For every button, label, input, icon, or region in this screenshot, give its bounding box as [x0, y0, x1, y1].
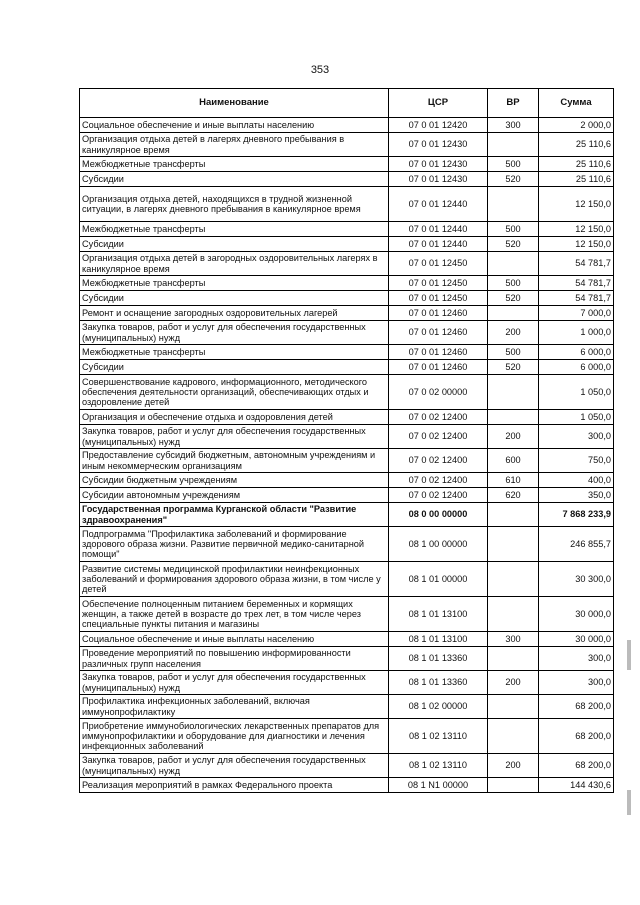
- cell-csr: 07 0 02 12400: [389, 410, 488, 425]
- cell-name: Субсидии автономным учреждениям: [80, 488, 389, 503]
- cell-name: Организация и обеспечение отдыха и оздоровления детей: [80, 410, 389, 425]
- cell-vr: 600: [488, 449, 539, 473]
- table-row: [80, 375, 614, 410]
- header-vr: ВР: [488, 89, 539, 118]
- cell-csr: 08 1 01 13360: [389, 671, 488, 695]
- table-row: [80, 425, 614, 449]
- table-row: [80, 719, 614, 754]
- cell-name: Субсидии: [80, 172, 389, 187]
- cell-csr: 08 1 N1 00000: [389, 778, 488, 793]
- cell-vr: 520: [488, 237, 539, 252]
- cell-name: Закупка товаров, работ и услуг для обеспечения государственных (муниципальных) нужд: [80, 671, 389, 695]
- cell-vr: [488, 252, 539, 276]
- cell-vr: 300: [488, 118, 539, 133]
- cell-vr: 520: [488, 291, 539, 306]
- cell-sum: 750,0: [539, 449, 614, 473]
- cell-vr: 500: [488, 157, 539, 172]
- table-row: [80, 778, 614, 793]
- cell-vr: 620: [488, 488, 539, 503]
- cell-vr: 520: [488, 172, 539, 187]
- cell-csr: 07 0 02 00000: [389, 375, 488, 410]
- cell-name: Закупка товаров, работ и услуг для обеспечения государственных (муниципальных) нужд: [80, 321, 389, 345]
- cell-sum: 300,0: [539, 647, 614, 671]
- cell-name: Обеспечение полноценным питанием беременных и кормящих женщин, а также детей в возрасте до трех лет, в том числе через специальные пункты питания и магазины: [80, 597, 389, 632]
- cell-csr: 07 0 01 12460: [389, 306, 488, 321]
- cell-sum: 54 781,7: [539, 291, 614, 306]
- cell-vr: [488, 695, 539, 719]
- table-row: [80, 647, 614, 671]
- cell-vr: 500: [488, 276, 539, 291]
- table-header-row: [80, 89, 614, 118]
- cell-name: Ремонт и оснащение загородных оздоровительных лагерей: [80, 306, 389, 321]
- cell-name: Закупка товаров, работ и услуг для обеспечения государственных (муниципальных) нужд: [80, 754, 389, 778]
- cell-sum: 144 430,6: [539, 778, 614, 793]
- cell-sum: 12 150,0: [539, 222, 614, 237]
- scan-edge-mark: [627, 790, 631, 815]
- cell-vr: [488, 778, 539, 793]
- header-csr: ЦСР: [389, 89, 488, 118]
- cell-csr: 07 0 01 12440: [389, 237, 488, 252]
- table-row: [80, 321, 614, 345]
- cell-csr: 08 1 01 13100: [389, 632, 488, 647]
- cell-vr: 500: [488, 345, 539, 360]
- cell-sum: 300,0: [539, 425, 614, 449]
- cell-vr: 520: [488, 360, 539, 375]
- table-row: [80, 562, 614, 597]
- cell-name: Социальное обеспечение и иные выплаты населению: [80, 632, 389, 647]
- cell-sum: 300,0: [539, 671, 614, 695]
- table-row: [80, 133, 614, 157]
- cell-name: Приобретение иммунобиологических лекарственных препаратов для иммунопрофилактики и оборудование для диагностики и лечения инфекционных заболеваний: [80, 719, 389, 754]
- cell-name: Подпрограмма "Профилактика заболеваний и формирование здорового образа жизни. Развитие первичной медико-санитарной помощи": [80, 527, 389, 562]
- table-row: [80, 473, 614, 488]
- cell-csr: 07 0 01 12450: [389, 276, 488, 291]
- cell-vr: 300: [488, 632, 539, 647]
- table-row: [80, 597, 614, 632]
- table-row: [80, 306, 614, 321]
- cell-vr: [488, 562, 539, 597]
- cell-csr: 08 1 00 00000: [389, 527, 488, 562]
- cell-csr: 07 0 02 12400: [389, 488, 488, 503]
- cell-csr: 07 0 01 12460: [389, 345, 488, 360]
- cell-name: Субсидии: [80, 360, 389, 375]
- cell-sum: 6 000,0: [539, 345, 614, 360]
- table-row: [80, 276, 614, 291]
- cell-sum: 1 050,0: [539, 410, 614, 425]
- cell-vr: [488, 527, 539, 562]
- table-row: [80, 449, 614, 473]
- cell-vr: [488, 647, 539, 671]
- cell-name: Закупка товаров, работ и услуг для обеспечения государственных (муниципальных) нужд: [80, 425, 389, 449]
- cell-vr: [488, 503, 539, 527]
- cell-name: Реализация мероприятий в рамках Федерального проекта: [80, 778, 389, 793]
- cell-sum: 1 050,0: [539, 375, 614, 410]
- cell-vr: [488, 375, 539, 410]
- table-row: [80, 252, 614, 276]
- table-row: [80, 527, 614, 562]
- cell-name: Развитие системы медицинской профилактики неинфекционных заболеваний и формирования здорового образа жизни, в том числе у детей: [80, 562, 389, 597]
- cell-sum: 246 855,7: [539, 527, 614, 562]
- cell-sum: 25 110,6: [539, 157, 614, 172]
- table-row: [80, 503, 614, 527]
- header-name: Наименование: [80, 89, 389, 118]
- table-row: [80, 118, 614, 133]
- cell-sum: 1 000,0: [539, 321, 614, 345]
- cell-csr: 08 1 02 13110: [389, 754, 488, 778]
- cell-name: Проведение мероприятий по повышению информированности различных групп населения: [80, 647, 389, 671]
- cell-csr: 07 0 01 12450: [389, 252, 488, 276]
- cell-sum: 68 200,0: [539, 719, 614, 754]
- cell-csr: 07 0 01 12430: [389, 157, 488, 172]
- cell-vr: [488, 187, 539, 222]
- cell-vr: 610: [488, 473, 539, 488]
- cell-sum: 350,0: [539, 488, 614, 503]
- cell-name: Субсидии бюджетным учреждениям: [80, 473, 389, 488]
- cell-csr: 07 0 01 12450: [389, 291, 488, 306]
- cell-vr: [488, 306, 539, 321]
- table-row: [80, 222, 614, 237]
- cell-sum: 12 150,0: [539, 187, 614, 222]
- table-row: [80, 671, 614, 695]
- table-row: [80, 360, 614, 375]
- cell-name: Субсидии: [80, 291, 389, 306]
- cell-csr: 07 0 02 12400: [389, 425, 488, 449]
- budget-table: [79, 88, 614, 793]
- cell-vr: [488, 597, 539, 632]
- cell-sum: 30 000,0: [539, 597, 614, 632]
- table-row: [80, 157, 614, 172]
- cell-name: Предоставление субсидий бюджетным, автономным учреждениям и иным некоммерческим организациям: [80, 449, 389, 473]
- cell-name: Организация отдыха детей, находящихся в трудной жизненной ситуации, в лагерях дневного пребывания в каникулярное время: [80, 187, 389, 222]
- cell-csr: 07 0 01 12460: [389, 360, 488, 375]
- table-row: [80, 632, 614, 647]
- cell-vr: [488, 133, 539, 157]
- cell-sum: 30 000,0: [539, 632, 614, 647]
- cell-vr: 500: [488, 222, 539, 237]
- cell-name: Организация отдыха детей в лагерях дневного пребывания в каникулярное время: [80, 133, 389, 157]
- table-row: [80, 172, 614, 187]
- cell-sum: 6 000,0: [539, 360, 614, 375]
- cell-name: Социальное обеспечение и иные выплаты населению: [80, 118, 389, 133]
- cell-csr: 08 1 01 13100: [389, 597, 488, 632]
- table-row: [80, 754, 614, 778]
- cell-vr: 200: [488, 754, 539, 778]
- cell-sum: 25 110,6: [539, 172, 614, 187]
- table-row: [80, 410, 614, 425]
- header-sum: Сумма: [539, 89, 614, 118]
- cell-csr: 08 1 02 13110: [389, 719, 488, 754]
- cell-vr: [488, 410, 539, 425]
- table-row: [80, 695, 614, 719]
- cell-name: Государственная программа Курганской области "Развитие здравоохранения": [80, 503, 389, 527]
- cell-csr: 08 1 01 00000: [389, 562, 488, 597]
- cell-sum: 12 150,0: [539, 237, 614, 252]
- cell-name: Совершенствование кадрового, информационного, методического обеспечения деятельности организаций, обеспечивающих отдых и оздоровление детей: [80, 375, 389, 410]
- table-row: [80, 187, 614, 222]
- table-body: [80, 118, 614, 793]
- scan-edge-mark: [627, 640, 631, 670]
- cell-csr: 08 1 02 00000: [389, 695, 488, 719]
- cell-name: Межбюджетные трансферты: [80, 222, 389, 237]
- cell-vr: 200: [488, 425, 539, 449]
- cell-csr: 07 0 02 12400: [389, 473, 488, 488]
- page-number: 353: [310, 64, 330, 76]
- table-row: [80, 291, 614, 306]
- cell-sum: 30 300,0: [539, 562, 614, 597]
- cell-sum: 2 000,0: [539, 118, 614, 133]
- cell-csr: 07 0 01 12430: [389, 172, 488, 187]
- cell-name: Межбюджетные трансферты: [80, 345, 389, 360]
- cell-csr: 08 1 01 13360: [389, 647, 488, 671]
- cell-sum: 7 868 233,9: [539, 503, 614, 527]
- cell-name: Субсидии: [80, 237, 389, 252]
- cell-vr: [488, 719, 539, 754]
- cell-name: Межбюджетные трансферты: [80, 157, 389, 172]
- cell-csr: 07 0 01 12460: [389, 321, 488, 345]
- cell-csr: 07 0 01 12420: [389, 118, 488, 133]
- cell-sum: 7 000,0: [539, 306, 614, 321]
- table-row: [80, 345, 614, 360]
- cell-name: Межбюджетные трансферты: [80, 276, 389, 291]
- cell-csr: 07 0 02 12400: [389, 449, 488, 473]
- table-row: [80, 488, 614, 503]
- cell-csr: 07 0 01 12430: [389, 133, 488, 157]
- cell-sum: 68 200,0: [539, 695, 614, 719]
- cell-sum: 68 200,0: [539, 754, 614, 778]
- table-row: [80, 237, 614, 252]
- cell-csr: 07 0 01 12440: [389, 187, 488, 222]
- cell-name: Профилактика инфекционных заболеваний, включая иммунопрофилактику: [80, 695, 389, 719]
- cell-sum: 25 110,6: [539, 133, 614, 157]
- cell-csr: 08 0 00 00000: [389, 503, 488, 527]
- cell-sum: 54 781,7: [539, 252, 614, 276]
- cell-sum: 400,0: [539, 473, 614, 488]
- cell-csr: 07 0 01 12440: [389, 222, 488, 237]
- cell-sum: 54 781,7: [539, 276, 614, 291]
- cell-vr: 200: [488, 321, 539, 345]
- cell-vr: 200: [488, 671, 539, 695]
- cell-name: Организация отдыха детей в загородных оздоровительных лагерях в каникулярное время: [80, 252, 389, 276]
